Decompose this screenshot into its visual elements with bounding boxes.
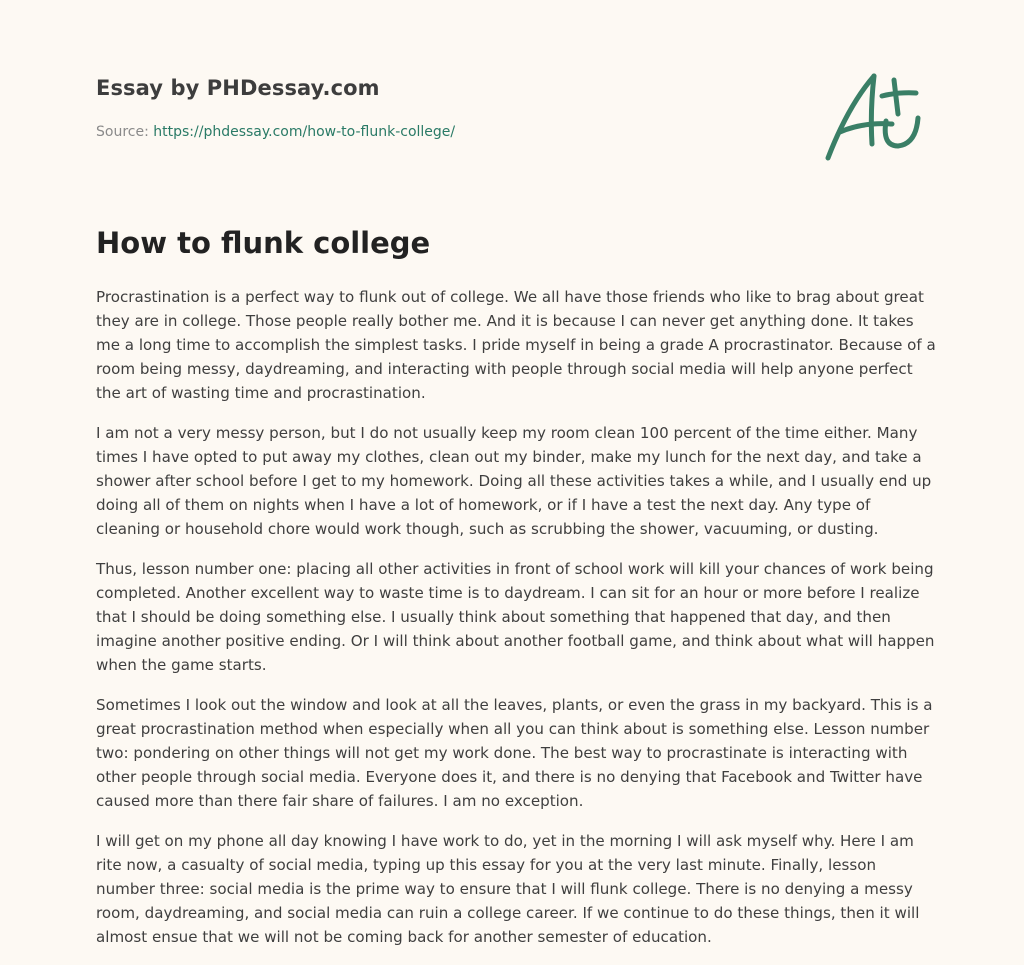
essay-paragraph: Thus, lesson number one: placing all other activities in front of school work will kill your chances of work being completed. Another excellent way to waste time is to daydream. I can sit for an hour or more before I realize that I should be doing something else. I usually think about something that happened that day, and then imagine another positive ending. Or I will think about another football game, and think about what will happen when the game starts. bbox=[96, 560, 935, 674]
essay-paragraph: Sometimes I look out the window and look at all the leaves, plants, or even the grass in my backyard. This is a great procrastination method when especially when all you can think about is something else. Lesson number two: pondering on other things will not get my work done. The best way to procrastinate is interacting with other people through social media. Everyone does it, and there is no denying that Facebook and Twitter have caused more than there fair share of failures. I am no exception. bbox=[96, 696, 933, 810]
source-line bbox=[96, 124, 455, 140]
source-link[interactable]: https://phdessay.com/how-to-flunk-college/ bbox=[153, 124, 456, 140]
essay-paragraph: I am not a very messy person, but I do not usually keep my room clean 100 percent of the time either. Many times I have opted to put away my clothes, clean out my binder, make my lunch for the next day, and take a shower after school before I get to my homework. Doing all these activities takes a while, and I usually end up doing all of them on nights when I have a lot of homework, or if I have a test the next day. Any type of cleaning or household chore would work though, such as scrubbing the shower, vacuuming, or dusting. bbox=[96, 424, 932, 538]
a-plus-logo-icon bbox=[818, 66, 930, 166]
essay-title: How to flunk college bbox=[96, 226, 431, 260]
essay-paragraph: I will get on my phone all day knowing I have work to do, yet in the morning I will ask myself why. Here I am rite now, a casualty of social media, typing up this essay for you at the very last minute. Finally, lesson number three: social media is the prime way to ensure that I will flunk college. There is no denying a messy room, daydreaming, and social media can ruin a college career. If we continue to do these things, then it will almost ensue that we will not be coming back for another semester of education. bbox=[96, 832, 920, 946]
essay-body bbox=[96, 285, 936, 965]
source-label: Source: bbox=[96, 124, 149, 140]
essay-paragraph: Procrastination is a perfect way to flunk out of college. We all have those friends who like to brag about great they are in college. Those people really bother me. And it is because I can never get anything done. It takes me a long time to accomplish the simplest tasks. I pride myself in being a grade A procrastinator. Because of a room being messy, daydreaming, and interacting with people through social media will help anyone perfect the art of wasting time and procrastination. bbox=[96, 288, 936, 402]
site-brand: Essay by PHDessay.com bbox=[96, 76, 380, 100]
